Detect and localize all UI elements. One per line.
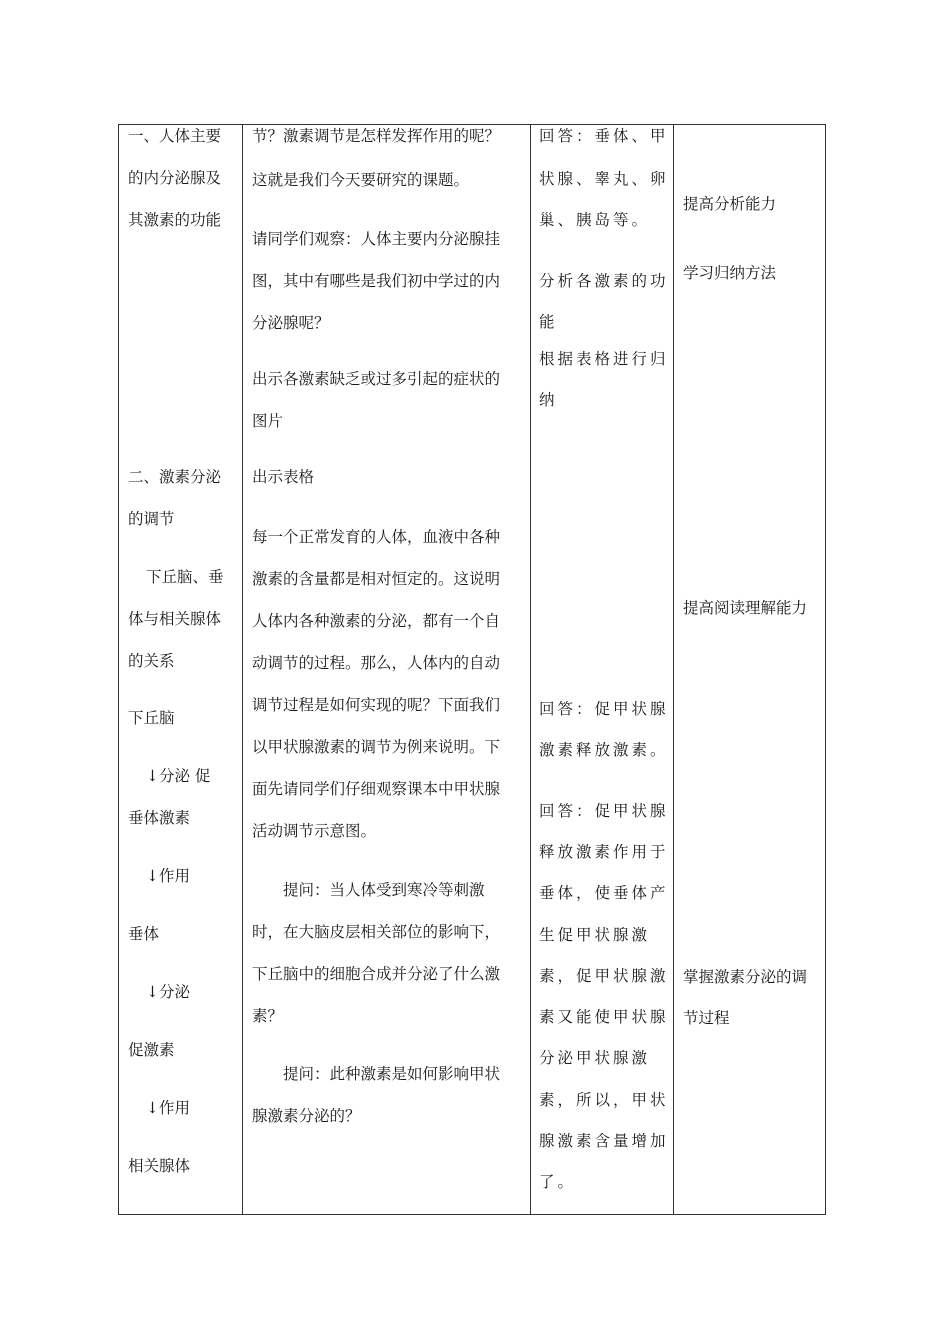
teacher-line: 这就是我们今天要研究的课题。 <box>252 171 470 189</box>
outline-column <box>119 125 242 1214</box>
design-intent-column <box>673 125 827 1214</box>
intent-line: 掌握激素分泌的调 <box>683 968 808 986</box>
student-line: 回答：促甲状腺 <box>539 700 669 718</box>
student-line: 根据表格进行归 <box>539 350 669 368</box>
student-line: 回答：垂体、甲 <box>539 127 669 145</box>
student-line: 垂体，使垂体产 <box>539 884 669 902</box>
teacher-line: 提问：此种激素是如何影响甲状 <box>283 1065 501 1083</box>
intent-line: 节过程 <box>683 1009 730 1027</box>
teacher-line: 激素的含量都是相对恒定的。这说明 <box>252 570 501 588</box>
outline-line: 的调节 <box>128 510 175 528</box>
outline-line: 体与相关腺体 <box>128 610 222 628</box>
outline-line: 垂体激素 <box>128 809 191 827</box>
intent-line: 学习归纳方法 <box>683 264 777 282</box>
outline-line: 二、激素分泌 <box>128 468 222 486</box>
outline-line: 垂体 <box>128 925 160 943</box>
student-line: 分泌甲状腺激 <box>539 1049 651 1067</box>
intent-line: 提高分析能力 <box>683 195 777 213</box>
outline-line: 下丘脑、垂 <box>146 568 224 586</box>
teacher-activity-column <box>242 125 530 1214</box>
student-line: 释放激素作用于 <box>539 843 669 861</box>
teacher-line: 调节过程是如何实现的呢？下面我们 <box>252 696 501 714</box>
flow-arrow-label: ↓分泌 促 <box>146 767 211 785</box>
outline-line: 一、人体主要 <box>128 127 222 145</box>
student-line: 素，促甲状腺激 <box>539 967 669 985</box>
teacher-line: 素？ <box>252 1007 284 1025</box>
student-line: 能 <box>539 313 558 331</box>
student-activity-column <box>530 125 673 1214</box>
teacher-line: 提问：当人体受到寒冷等刺激 <box>283 881 485 899</box>
student-line: 素，所以，甲状 <box>539 1091 669 1109</box>
teacher-line: 以甲状腺激素的调节为例来说明。下 <box>252 738 501 756</box>
teacher-line: 出示表格 <box>252 468 315 486</box>
outline-line: 的关系 <box>128 652 175 670</box>
outline-line: 其激素的功能 <box>128 211 222 229</box>
teacher-line: 动调节的过程。那么，人体内的自动 <box>252 654 501 672</box>
teacher-line: 节？激素调节是怎样发挥作用的呢？ <box>252 127 501 145</box>
student-line: 巢、胰岛等。 <box>539 211 651 229</box>
teacher-line: 分泌腺呢？ <box>252 314 330 332</box>
teacher-line: 请同学们观察：人体主要内分泌腺挂 <box>252 230 501 248</box>
outline-line: 下丘脑 <box>128 709 175 727</box>
teacher-line: 图片 <box>252 412 284 430</box>
student-line: 状腺、睾丸、卵 <box>539 170 669 188</box>
flow-arrow-label: ↓作用 <box>146 867 190 885</box>
student-line: 激素释放激素。 <box>539 741 669 759</box>
outline-line: 相关腺体 <box>128 1157 191 1175</box>
teacher-line: 时，在大脑皮层相关部位的影响下， <box>252 923 501 941</box>
student-line: 了。 <box>539 1173 577 1191</box>
flow-arrow-label: ↓作用 <box>146 1099 190 1117</box>
intent-line: 提高阅读理解能力 <box>683 599 808 617</box>
student-line: 素又能使甲状腺 <box>539 1008 669 1026</box>
student-line: 腺激素含量增加 <box>539 1132 669 1150</box>
lesson-plan-table <box>118 124 826 1215</box>
student-line: 纳 <box>539 391 558 409</box>
student-line: 生促甲状腺激 <box>539 926 651 944</box>
outline-line: 的内分泌腺及 <box>128 169 222 187</box>
teacher-line: 出示各激素缺乏或过多引起的症状的 <box>252 370 501 388</box>
student-line: 分析各激素的功 <box>539 272 669 290</box>
teacher-line: 面先请同学们仔细观察课本中甲状腺 <box>252 780 501 798</box>
outline-line: 促激素 <box>128 1041 175 1059</box>
teacher-line: 腺激素分泌的？ <box>252 1107 361 1125</box>
flow-arrow-label: ↓分泌 <box>146 983 190 1001</box>
teacher-line: 人体内各种激素的分泌，都有一个自 <box>252 612 501 630</box>
student-line: 回答：促甲状腺 <box>539 802 669 820</box>
teacher-line: 活动调节示意图。 <box>252 822 377 840</box>
teacher-line: 图，其中有哪些是我们初中学过的内 <box>252 272 501 290</box>
teacher-line: 下丘脑中的细胞合成并分泌了什么激 <box>252 965 501 983</box>
teacher-line: 每一个正常发育的人体，血液中各种 <box>252 528 501 546</box>
